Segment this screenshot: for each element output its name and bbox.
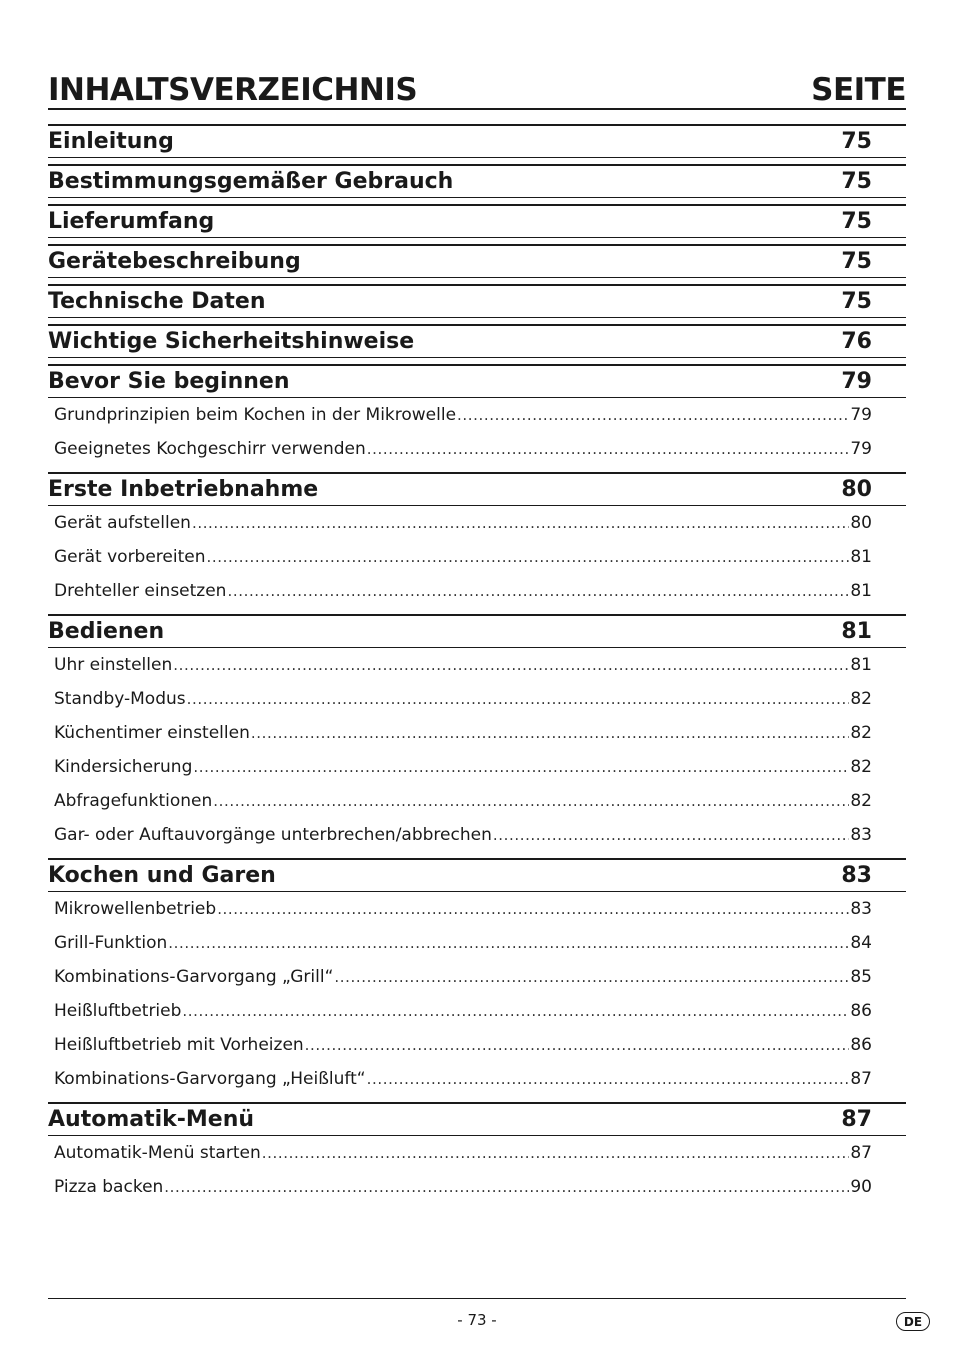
toc-entry[interactable]	[48, 432, 906, 466]
table-of-contents	[48, 70, 906, 1210]
entry-title: Mikrowellenbetrieb	[54, 899, 217, 919]
section-title: Bedienen	[48, 618, 165, 644]
toc-section	[48, 284, 906, 318]
entry-title: Automatik-Menü starten	[54, 1143, 261, 1163]
toc-section-heading[interactable]	[48, 1102, 906, 1136]
section-page-number: 75	[841, 289, 872, 314]
toc-section	[48, 204, 906, 238]
toc-section	[48, 244, 906, 278]
dot-leader	[213, 784, 849, 818]
entry-title: Geeignetes Kochgeschirr verwenden	[54, 439, 366, 459]
entry-page-number: 79	[850, 439, 872, 459]
entry-title: Heißluftbetrieb mit Vorheizen	[54, 1035, 304, 1055]
toc-section	[48, 858, 906, 1096]
toc-section-heading[interactable]	[48, 858, 906, 892]
dot-leader	[367, 432, 850, 466]
toc-entry[interactable]	[48, 398, 906, 432]
toc-entry[interactable]	[48, 994, 906, 1028]
toc-entry[interactable]	[48, 1062, 906, 1096]
toc-entry[interactable]	[48, 926, 906, 960]
entry-page-number: 81	[850, 655, 872, 675]
entry-page-number: 87	[850, 1143, 872, 1163]
entry-page-number: 81	[850, 581, 872, 601]
toc-section	[48, 324, 906, 358]
entry-page-number: 90	[850, 1177, 872, 1197]
section-title: Bevor Sie beginnen	[48, 368, 290, 394]
toc-entry[interactable]	[48, 960, 906, 994]
dot-leader	[192, 506, 849, 540]
section-page-number: 75	[841, 209, 872, 234]
toc-entry[interactable]	[48, 574, 906, 608]
toc-entry[interactable]	[48, 540, 906, 574]
section-title: Kochen und Garen	[48, 862, 276, 888]
entry-title: Gerät vorbereiten	[54, 547, 206, 567]
toc-section	[48, 364, 906, 466]
entry-page-number: 83	[850, 825, 872, 845]
section-page-number: 81	[841, 619, 872, 644]
toc-entry[interactable]	[48, 1028, 906, 1062]
entry-page-number: 79	[850, 405, 872, 425]
section-title: Einleitung	[48, 128, 174, 154]
entry-title: Kombinations-Garvorgang „Heißluft“	[54, 1069, 366, 1089]
entry-title: Abfragefunktionen	[54, 791, 213, 811]
section-page-number: 80	[841, 477, 872, 502]
page-footer	[48, 1298, 906, 1329]
language-badge: DE	[896, 1312, 930, 1331]
section-title: Automatik-Menü	[48, 1106, 255, 1132]
dot-leader	[193, 750, 849, 784]
entry-page-number: 84	[850, 933, 872, 953]
toc-entry[interactable]	[48, 506, 906, 540]
entry-page-number: 85	[850, 967, 872, 987]
entry-title: Drehteller einsetzen	[54, 581, 227, 601]
section-page-number: 75	[841, 169, 872, 194]
toc-entry[interactable]	[48, 648, 906, 682]
section-page-number: 83	[841, 863, 872, 888]
toc-title: INHALTSVERZEICHNIS	[48, 72, 418, 108]
toc-section	[48, 164, 906, 198]
section-title: Gerätebeschreibung	[48, 248, 301, 274]
section-page-number: 76	[841, 329, 872, 354]
toc-page-column-label: SEITE	[811, 72, 906, 108]
toc-section-heading[interactable]	[48, 244, 906, 278]
dot-leader	[251, 716, 850, 750]
section-page-number: 87	[841, 1107, 872, 1132]
entry-page-number: 87	[850, 1069, 872, 1089]
section-title: Erste Inbetriebnahme	[48, 476, 319, 502]
toc-entry[interactable]	[48, 682, 906, 716]
dot-leader	[334, 960, 849, 994]
toc-entry[interactable]	[48, 784, 906, 818]
dot-leader	[493, 818, 850, 852]
section-page-number: 75	[841, 129, 872, 154]
entry-title: Grundprinzipien beim Kochen in der Mikrowelle	[54, 405, 457, 425]
entry-title: Gerät aufstellen	[54, 513, 191, 533]
dot-leader	[367, 1062, 850, 1096]
dot-leader	[227, 574, 849, 608]
dot-leader	[207, 540, 850, 574]
toc-sections	[48, 124, 906, 1204]
section-title: Bestimmungsgemäßer Gebrauch	[48, 168, 454, 194]
entry-page-number: 83	[850, 899, 872, 919]
entry-page-number: 80	[850, 513, 872, 533]
toc-section	[48, 614, 906, 852]
entry-title: Heißluftbetrieb	[54, 1001, 182, 1021]
toc-section	[48, 1102, 906, 1204]
entry-page-number: 82	[850, 757, 872, 777]
dot-leader	[173, 648, 849, 682]
entry-title: Kindersicherung	[54, 757, 193, 777]
toc-entry[interactable]	[48, 750, 906, 784]
entry-page-number: 86	[850, 1001, 872, 1021]
entry-title: Uhr einstellen	[54, 655, 173, 675]
dot-leader	[262, 1136, 850, 1170]
toc-header	[48, 70, 906, 110]
section-page-number: 79	[841, 369, 872, 394]
toc-entry[interactable]	[48, 1170, 906, 1204]
entry-title: Küchentimer einstellen	[54, 723, 250, 743]
section-page-number: 75	[841, 249, 872, 274]
entry-page-number: 81	[850, 547, 872, 567]
page-number: - 73 -	[457, 1311, 497, 1329]
toc-entry[interactable]	[48, 716, 906, 750]
dot-leader	[182, 994, 849, 1028]
toc-section-heading[interactable]	[48, 324, 906, 358]
toc-section-heading[interactable]	[48, 204, 906, 238]
section-title: Lieferumfang	[48, 208, 215, 234]
toc-entry[interactable]	[48, 892, 906, 926]
entry-title: Standby-Modus	[54, 689, 186, 709]
dot-leader	[187, 682, 850, 716]
entry-title: Grill-Funktion	[54, 933, 168, 953]
entry-title: Kombinations-Garvorgang „Grill“	[54, 967, 334, 987]
toc-section-heading[interactable]	[48, 284, 906, 318]
toc-entry[interactable]	[48, 818, 906, 852]
dot-leader	[217, 892, 849, 926]
dot-leader	[164, 1170, 849, 1204]
section-title: Technische Daten	[48, 288, 266, 314]
entry-page-number: 82	[850, 689, 872, 709]
dot-leader	[305, 1028, 850, 1062]
entry-title: Gar- oder Auftauvorgänge unterbrechen/abbrechen	[54, 825, 492, 845]
dot-leader	[457, 398, 849, 432]
toc-section-heading[interactable]	[48, 364, 906, 398]
toc-entry[interactable]	[48, 1136, 906, 1170]
toc-section-heading[interactable]	[48, 614, 906, 648]
entry-title: Pizza backen	[54, 1177, 164, 1197]
section-title: Wichtige Sicherheitshinweise	[48, 328, 415, 354]
toc-section-heading[interactable]	[48, 472, 906, 506]
entry-page-number: 82	[850, 723, 872, 743]
entry-page-number: 86	[850, 1035, 872, 1055]
dot-leader	[168, 926, 849, 960]
toc-section	[48, 124, 906, 158]
entry-page-number: 82	[850, 791, 872, 811]
toc-section-heading[interactable]	[48, 164, 906, 198]
toc-section-heading[interactable]	[48, 124, 906, 158]
toc-section	[48, 472, 906, 608]
